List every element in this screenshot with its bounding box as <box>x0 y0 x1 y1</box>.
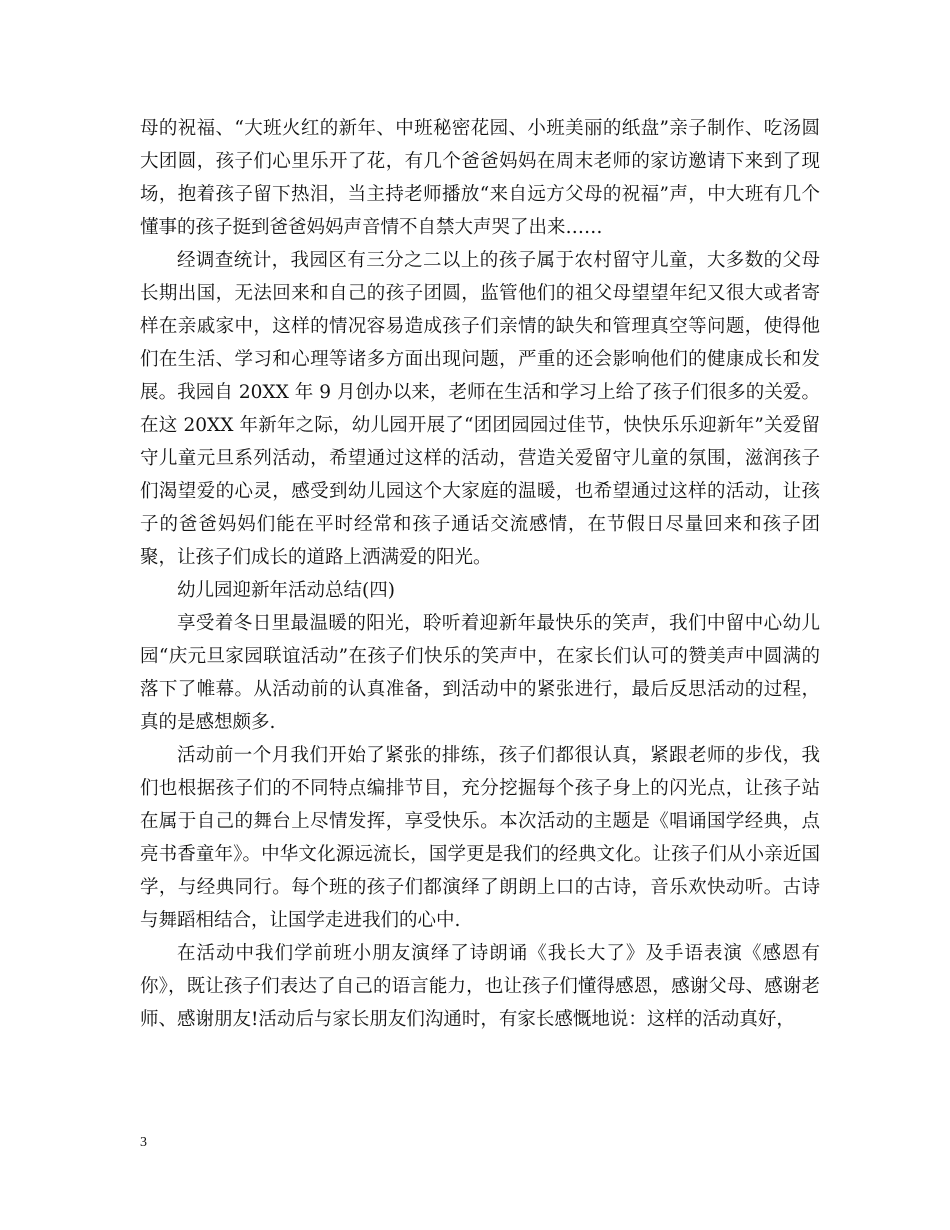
paragraph-3: 享受着冬日里最温暖的阳光，聆听着迎新年最快乐的笑声，我们中留中心幼儿园“庆元旦家园联谊活动”在孩子们快乐的笑声中，在家长们认可的赞美声中圆满的落下了帷幕。从活动前的认真准备，到活动中的紧张进行，最后反思活动的过程，真的是感想颇多. <box>140 613 820 733</box>
paragraph-4: 活动前一个月我们开始了紧张的排练，孩子们都很认真，紧跟老师的步伐，我们也根据孩子们的不同特点编排节目，充分挖掘每个孩子身上的闪光点，让孩子站在属于自己的舞台上尽情发挥，享受快乐。本次活动的主题是《唱诵国学经典，点亮书香童年》。中华文化源远流长，国学更是我们的经典文化。让孩子们从小亲近国学，与经典同行。每个班的孩子们都演绎了朗朗上口的古诗，音乐欢快动听。古诗与舞蹈相结合，让国学走进我们的心中. <box>140 745 820 931</box>
paragraph-5: 在活动中我们学前班小朋友演绎了诗朗诵《我长大了》及手语表演《感恩有你》，既让孩子们表达了自己的语言能力，也让孩子们懂得感恩，感谢父母、感谢老师、感谢朋友!活动后与家长朋友们沟通时，有家长感慨地说：这样的活动真好， <box>140 943 820 1030</box>
section-heading: 幼儿园迎新年活动总结(四) <box>177 580 395 601</box>
paragraph-1: 母的祝福、“大班火红的新年、中班秘密花园、小班美丽的纸盘”亲子制作、吃汤圆大团圆，孩子们心里乐开了花，有几个爸爸妈妈在周末老师的家访邀请下来到了现场，抱着孩子留下热泪，当主持老师播放“来自远方父母的祝福”声，中大班有几个懂事的孩子挺到爸爸妈妈声音情不自禁大声哭了出来…… <box>140 118 820 238</box>
document-body <box>140 112 820 1036</box>
paragraph-2: 经调查统计，我园区有三分之二以上的孩子属于农村留守儿童，大多数的父母长期出国，无法回来和自己的孩子团圆，监管他们的祖父母望望年纪又很大或者寄样在亲戚家中，这样的情况容易造成孩子们亲情的缺失和管理真空等问题，使得他们在生活、学习和心理等诸多方面出现问题，严重的还会影响他们的健康成长和发展。我园自 20XX 年 9 月创办以来，老师在生活和学习上给了孩子们很多的关爱。在这 20XX 年新年之际，幼儿园开展了“团团园园过佳节，快快乐乐迎新年”关爱留守儿童元旦系列活动，希望通过这样的活动，营造关爱留守儿童的氛围，滋润孩子们渴望爱的心灵，感受到幼儿园这个大家庭的温暖，也希望通过这样的活动，让孩子的爸爸妈妈们能在平时经常和孩子通话交流感情，在节假日尽量回来和孩子团聚，让孩子们成长的道路上洒满爱的阳光。 <box>140 250 820 568</box>
page-number: 3 <box>140 1135 147 1150</box>
